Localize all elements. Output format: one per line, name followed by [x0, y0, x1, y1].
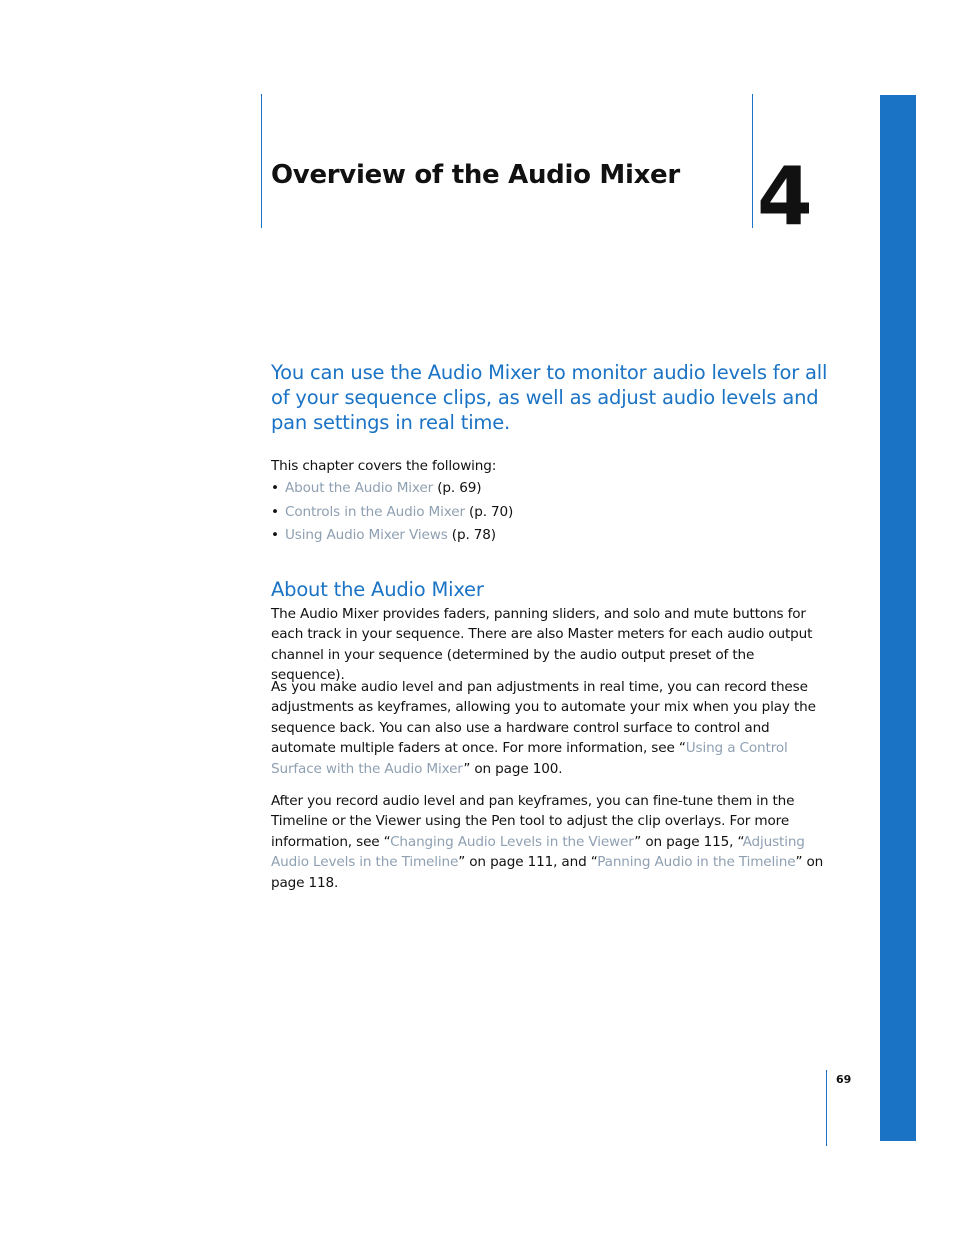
chapter-number: 4 [757, 150, 813, 243]
page-number-rule [826, 1070, 827, 1146]
link-panning-audio-timeline[interactable]: Panning Audio in the Timeline [597, 854, 796, 871]
toc-page-ref: (p. 70) [464, 503, 514, 520]
toc-link-controls[interactable]: Controls in the Audio Mixer [285, 503, 465, 520]
toc-link-about[interactable]: About the Audio Mixer [285, 480, 434, 496]
link-changing-levels-viewer[interactable]: Changing Audio Levels in the Viewer [390, 833, 635, 850]
paragraph-3-text: After you record audio level and pan keyframes, you can fine-tune them in the Timeline or the Viewer using the Pen tool to adjust the clip overlays. For more information, see “ [271, 793, 795, 850]
chapter-title: Overview of the Audio Mixer [271, 160, 680, 190]
link-adjusting-levels-timeline[interactable]: Adjusting Audio Levels in the Timeline [271, 833, 805, 871]
paragraph-2-text: As you make audio level and pan adjustments in real time, you can record these adjustments as keyframes, allowing you to automate your mix when you play the sequence back. You can also use a hardware control surface to control and automate multiple faders at once. For more information, see “ [271, 679, 816, 757]
paragraph-3-mid-1: ” on page 115, “ [634, 833, 743, 850]
paragraph-1: The Audio Mixer provides faders, panning sliders, and solo and mute buttons for each track in your sequence. There are also Master meters for each audio output channel in your sequence (determined by the audio output preset of the sequence). [271, 606, 813, 684]
paragraph-2-tail: ” on page 100. [463, 760, 563, 777]
chapter-title-rule [261, 94, 262, 228]
page-number: 69 [836, 1073, 852, 1086]
section-heading: About the Audio Mixer [271, 578, 484, 601]
chapter-tab [880, 95, 916, 1141]
paragraph-3 [271, 791, 831, 893]
chapter-number-rule [752, 94, 753, 228]
toc-list [271, 478, 513, 549]
paragraph-3-tail: ” on page 118. [271, 854, 824, 891]
paragraph-2 [271, 677, 831, 779]
bullet-icon: • [271, 503, 279, 520]
link-control-surface[interactable]: Using a Control Surface with the Audio Mixer [271, 740, 788, 777]
paragraph-3-mid-2: ” on page 111, and “ [458, 854, 598, 871]
chapter-intro: You can use the Audio Mixer to monitor audio levels for all of your sequence clips, as well as adjust audio levels and pan settings in real time. [271, 361, 828, 434]
toc-page-ref: (p. 78) [447, 527, 496, 543]
toc-item [271, 478, 513, 502]
toc-lead: This chapter covers the following: [271, 458, 497, 474]
toc-item [271, 525, 513, 549]
toc-item [271, 502, 513, 526]
toc-link-views[interactable]: Using Audio Mixer Views [285, 527, 448, 543]
bullet-icon: • [271, 527, 279, 543]
bullet-icon: • [271, 480, 279, 496]
toc-page-ref: (p. 69) [433, 480, 482, 496]
